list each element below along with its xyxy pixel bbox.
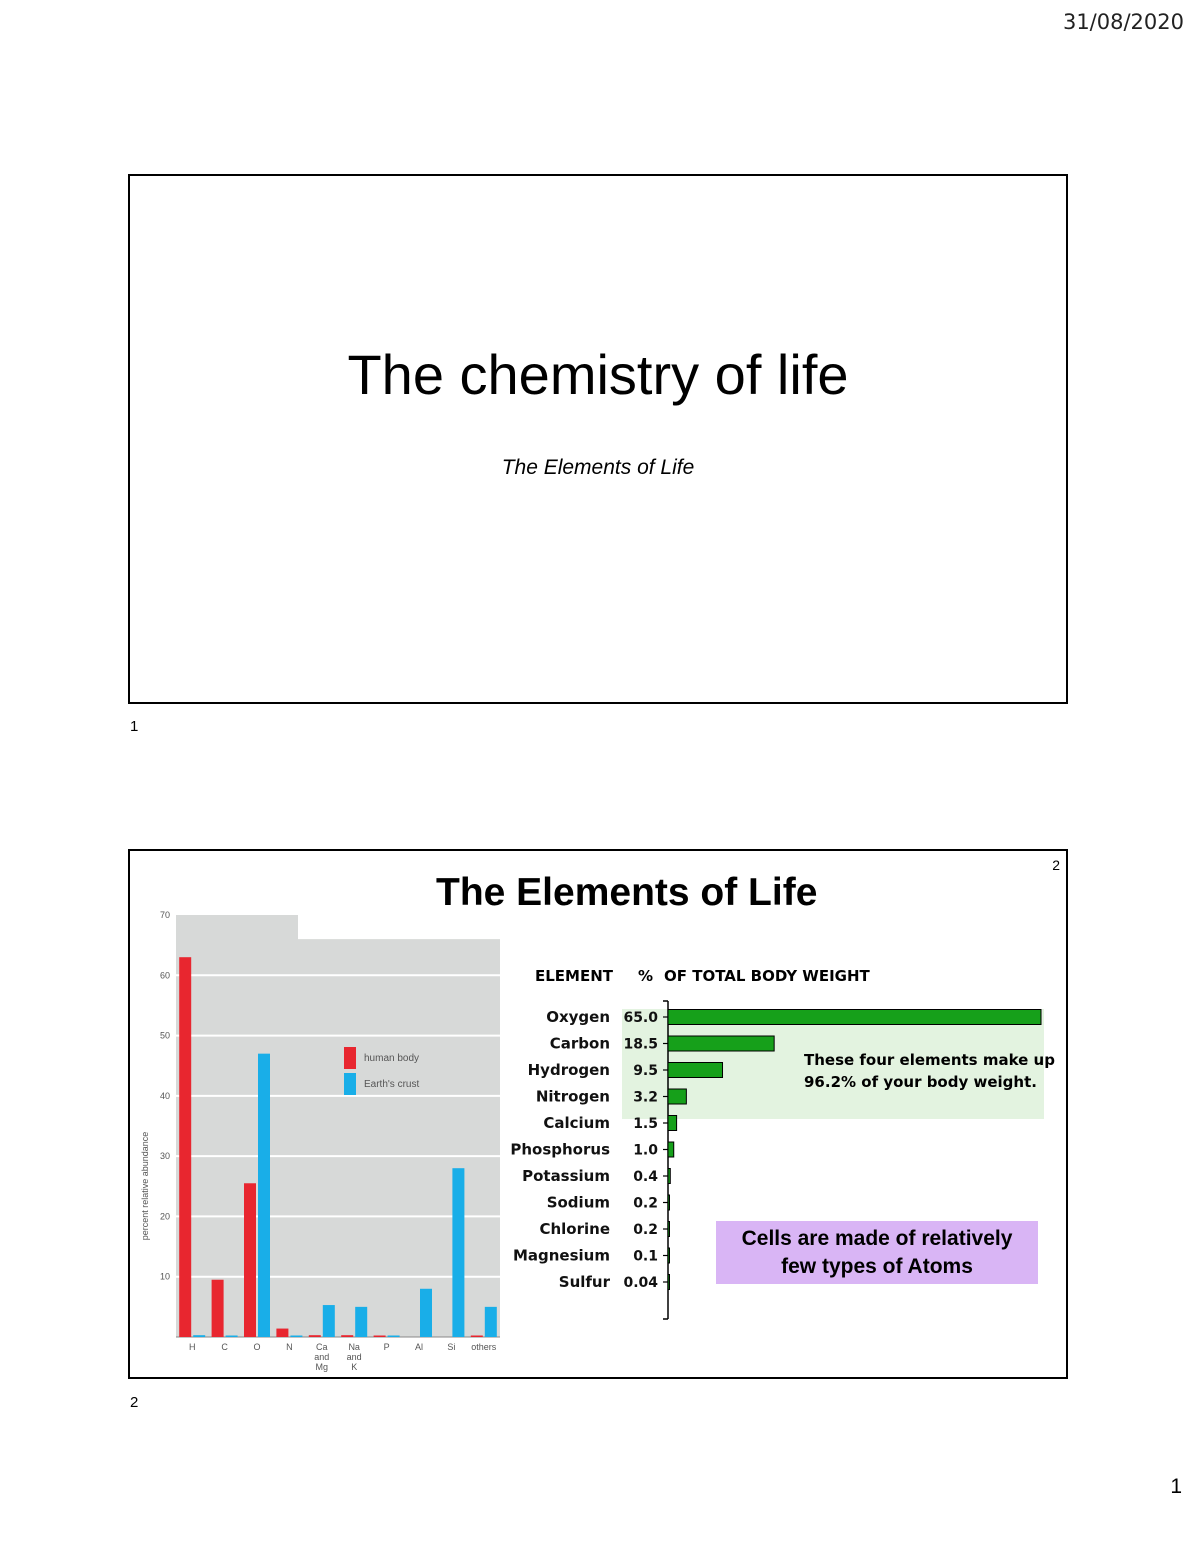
element-name: Sulfur (558, 1273, 610, 1291)
slide-1-label: 1 (130, 718, 139, 735)
y-tick-label: 20 (159, 1211, 170, 1222)
element-percent: 1.0 (633, 1142, 658, 1159)
element-percent: 0.1 (633, 1248, 658, 1265)
weight-bar (668, 1222, 670, 1237)
element-name: Sodium (546, 1193, 610, 1212)
element-name: Carbon (549, 1034, 610, 1053)
column-header-weight: OF TOTAL BODY WEIGHT (664, 967, 870, 985)
element-percent: 18.5 (623, 1036, 658, 1053)
top-four-note-line-2: 96.2% of your body weight. (804, 1073, 1037, 1091)
bar-human-body (374, 1336, 386, 1338)
x-tick-label: Si (447, 1342, 456, 1352)
y-tick-label: 60 (159, 970, 170, 981)
y-tick-label: 70 (159, 910, 170, 920)
bar-earths-crust (226, 1336, 238, 1338)
element-percent: 0.2 (633, 1195, 658, 1212)
cells-callout-line-1: Cells are made of relatively (741, 1227, 1013, 1250)
element-name: Magnesium (512, 1246, 610, 1265)
element-name: Potassium (522, 1167, 610, 1185)
column-header-percent: % (638, 967, 654, 985)
weight-bar (668, 1116, 677, 1131)
bar-human-body (276, 1329, 288, 1337)
y-tick-label: 50 (159, 1030, 170, 1041)
abundance-chart (130, 891, 510, 1371)
bar-earths-crust (258, 1054, 270, 1337)
x-tick-label: K (351, 1362, 358, 1372)
bar-earths-crust (420, 1289, 432, 1337)
legend-swatch-human-body (344, 1047, 356, 1069)
bar-earths-crust (485, 1307, 497, 1337)
bar-human-body (179, 957, 191, 1337)
bar-human-body (212, 1280, 224, 1337)
element-percent: 0.4 (633, 1169, 658, 1185)
element-name: Chlorine (539, 1220, 610, 1238)
element-name: Nitrogen (535, 1087, 610, 1106)
y-tick-label: 30 (159, 1151, 170, 1162)
x-tick-label: and (314, 1352, 330, 1362)
weight-bar (668, 1036, 774, 1051)
element-percent: 3.2 (633, 1089, 658, 1106)
y-tick-label: 10 (159, 1271, 170, 1282)
slide-2 (128, 849, 1068, 1379)
slide-2-title: The Elements of Life (436, 871, 818, 914)
element-percent: 9.5 (633, 1063, 658, 1079)
x-tick-label: and (346, 1352, 362, 1362)
element-percent: 1.5 (633, 1116, 658, 1132)
x-tick-label: P (383, 1342, 390, 1352)
bar-human-body (244, 1183, 256, 1337)
x-tick-label: Na (348, 1342, 360, 1352)
legend-swatch-earths-crust (344, 1073, 356, 1095)
weight-bar (668, 1248, 670, 1263)
top-four-note-line-1: These four elements make up (804, 1051, 1055, 1069)
x-tick-label: N (286, 1342, 293, 1352)
slide-2-corner-number: 2 (1052, 857, 1060, 873)
page-date: 31/08/2020 (1062, 10, 1184, 34)
element-name: Calcium (543, 1114, 610, 1132)
legend-label-human-body: human body (364, 1053, 420, 1064)
page-number: 1 (1170, 1475, 1182, 1498)
element-percent: 0.04 (623, 1275, 658, 1291)
bar-human-body (309, 1335, 321, 1337)
x-tick-label: others (471, 1342, 497, 1352)
cells-callout-line-2: few types of Atoms (781, 1255, 973, 1278)
legend-label-earths-crust: Earth's crust (364, 1079, 420, 1090)
top-four-note (804, 1049, 1055, 1093)
bar-human-body (471, 1336, 483, 1338)
cells-callout (716, 1221, 1038, 1284)
weight-bar (668, 1169, 670, 1184)
weight-bar (668, 1142, 674, 1157)
weight-bar (668, 1195, 670, 1210)
bar-earths-crust (355, 1307, 367, 1337)
x-tick-label: H (188, 1342, 196, 1352)
element-name: Hydrogen (527, 1061, 610, 1079)
x-tick-label: Al (414, 1342, 424, 1352)
bar-earths-crust (452, 1168, 464, 1337)
slide-2-label: 2 (130, 1394, 139, 1411)
element-percent: 0.2 (633, 1222, 658, 1238)
y-tick-label: 40 (159, 1090, 170, 1101)
element-name: Oxygen (546, 1008, 610, 1026)
column-header-element: ELEMENT (535, 967, 614, 985)
slide-1 (128, 174, 1068, 704)
slide-1-subtitle: The Elements of Life (501, 456, 695, 479)
x-tick-label: O (253, 1342, 261, 1352)
slide-1-title: The chemistry of life (347, 343, 849, 406)
plot-background (176, 915, 500, 1337)
y-axis-label: percent relative abundance (140, 1131, 150, 1241)
weight-bar (668, 1010, 1041, 1025)
bar-earths-crust (323, 1305, 335, 1337)
element-percent: 65.0 (623, 1010, 658, 1026)
bar-human-body (341, 1335, 353, 1337)
x-tick-label: C (221, 1342, 228, 1352)
weight-bar (668, 1063, 723, 1078)
bar-earths-crust (290, 1336, 302, 1338)
weight-bar (668, 1275, 670, 1290)
x-tick-label: Mg (315, 1362, 329, 1372)
weight-bar (668, 1089, 686, 1104)
bar-earths-crust (388, 1336, 400, 1338)
element-name: Phosphorus (510, 1140, 610, 1159)
bar-earths-crust (193, 1335, 205, 1337)
x-tick-label: Ca (316, 1342, 328, 1352)
